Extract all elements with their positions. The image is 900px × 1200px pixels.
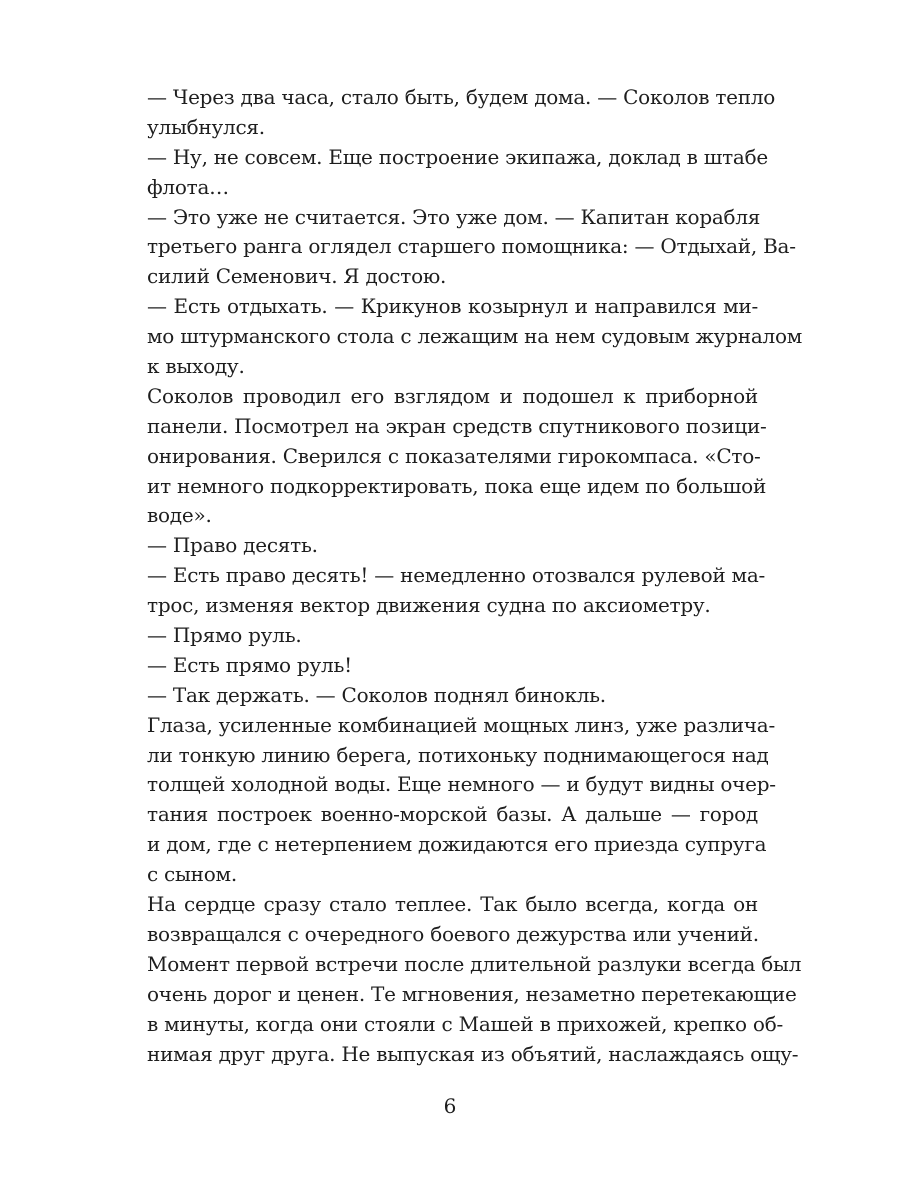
paragraph	[147, 143, 768, 203]
text-line: трос, изменяя вектор движения судна по аксиометру.	[147, 593, 711, 618]
text-line: и дом, где с нетерпением дожидаются его приезда супруга	[147, 832, 767, 857]
paragraph	[147, 561, 766, 621]
text-line: воде».	[147, 503, 212, 528]
text-line: — Есть отдыхать. — Крикунов козырнул и направился ми-	[147, 294, 758, 319]
text-line: в минуты, когда они стояли с Машей в прихожей, крепко об-	[147, 1011, 784, 1036]
text-line: с сыном.	[147, 862, 237, 887]
text-line: — Ну, не совсем. Еще построение экипажа, доклад в штабе	[147, 144, 768, 169]
text-line: — Право десять.	[147, 533, 318, 558]
text-line: — Это уже не считается. Это уже дом. — Капитан корабля	[147, 204, 761, 229]
text-line: — Прямо руль.	[147, 623, 302, 648]
paragraph	[147, 203, 796, 293]
paragraph	[147, 681, 758, 711]
text-line: толщей холодной воды. Еще немного — и будут видны очер-	[147, 772, 776, 797]
text-line: ли тонкую линию берега, потихоньку поднимающегося над	[147, 742, 769, 767]
body-text	[147, 83, 803, 1069]
text-line: — Через два часа, стало быть, будем дома. — Соколов тепло	[147, 85, 776, 109]
text-line: Соколов проводил его взглядом и подошел к приборной	[147, 383, 758, 408]
paragraph	[147, 292, 803, 382]
paragraph	[147, 890, 802, 1069]
paragraph	[147, 531, 758, 561]
page-number: 6	[443, 1094, 457, 1118]
text-line: — Есть право десять! — немедленно отозвался рулевой ма-	[147, 563, 766, 588]
text-line: флота…	[147, 174, 229, 199]
text-line: улыбнулся.	[147, 114, 265, 139]
text-line: к выходу.	[147, 354, 245, 379]
text-line: ит немного подкорректировать, пока еще идем по большой	[147, 473, 767, 498]
paragraph	[147, 382, 767, 531]
text-line: тания построек военно-морской базы. А дальше — город	[147, 802, 758, 827]
text-line: возвращался с очередного боевого дежурства или учений.	[147, 921, 759, 946]
text-line: панели. Посмотрел на экран средств спутникового позици-	[147, 413, 767, 438]
text-line: — Есть прямо руль!	[147, 652, 352, 677]
text-line: третьего ранга оглядел старшего помощника: — Отдыхай, Ва-	[147, 234, 796, 259]
text-line: мо штурманского стола с лежащим на нем судовым журналом	[147, 324, 803, 349]
text-line: Момент первой встречи после длительной разлуки всегда был	[147, 951, 802, 976]
text-line: нимая друг друга. Не выпуская из объятий, наслаждаясь ощу-	[147, 1041, 799, 1066]
text-line: — Так держать. — Соколов поднял бинокль.	[147, 682, 606, 707]
text-line: На сердце сразу стало теплее. Так было всегда, когда он	[147, 892, 758, 917]
paragraph	[147, 651, 758, 681]
paragraph	[147, 711, 776, 890]
paragraph	[147, 621, 758, 651]
text-line: Глаза, усиленные комбинацией мощных линз, уже различа-	[147, 712, 775, 737]
paragraph	[147, 83, 776, 143]
text-line: очень дорог и ценен. Те мгновения, незаметно перетекающие	[147, 981, 797, 1006]
text-line: онирования. Сверился с показателями гирокомпаса. «Сто-	[147, 443, 761, 468]
text-line: силий Семенович. Я достою.	[147, 264, 447, 289]
